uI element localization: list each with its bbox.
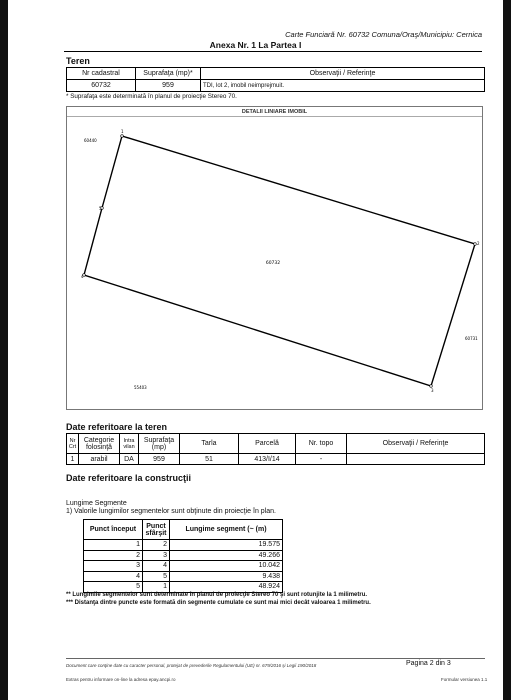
vertex-1 bbox=[121, 135, 124, 138]
cell-categorie: arabil bbox=[79, 454, 120, 465]
segment-end: 2 bbox=[143, 540, 170, 551]
segment-start: 2 bbox=[84, 550, 143, 561]
col-suprafata-mp: Suprafaţa (mp) bbox=[139, 434, 180, 454]
teren-title: Teren bbox=[66, 56, 90, 66]
cell-parcela: 413/I/14 bbox=[239, 454, 296, 465]
teren-details-table bbox=[66, 433, 485, 465]
segment-length: 19.575 bbox=[170, 540, 283, 551]
annex-title: Anexa Nr. 1 La Partea I bbox=[209, 40, 302, 50]
footer-extract: Extras pentru informare on-line la adresa epay.ancpi.ro bbox=[66, 677, 176, 682]
drawing-panel bbox=[66, 106, 483, 410]
cell-observatii-ref bbox=[347, 454, 485, 465]
segment-start: 3 bbox=[84, 561, 143, 572]
point-label-1: 1 bbox=[121, 129, 124, 134]
segment-row bbox=[84, 582, 283, 593]
footer-version: Formular versiunea 1.1 bbox=[441, 677, 488, 682]
segment-row bbox=[84, 540, 283, 551]
col-observatii-ref: Observaţii / Referinţe bbox=[347, 434, 485, 454]
segment-row bbox=[84, 561, 283, 572]
cell-intravilan: DA bbox=[120, 454, 139, 465]
vertex-2 bbox=[474, 243, 477, 246]
teren-footnote: * Suprafaţa este determinată în planul de proiecţie Stereo 70. bbox=[66, 93, 237, 100]
point-label-3: 3 bbox=[431, 388, 434, 393]
parcel-drawing bbox=[67, 107, 482, 409]
segment-length: 10.042 bbox=[170, 561, 283, 572]
segment-row bbox=[84, 571, 283, 582]
segments-subtitle: 1) Valorile lungimilor segmentelor sunt obţinute din proiecţie în plan. bbox=[66, 508, 276, 515]
teren-table bbox=[66, 67, 485, 92]
segment-row bbox=[84, 550, 283, 561]
col-nr-cadastral: Nr cadastral bbox=[67, 68, 136, 80]
col-punct-sfarsit: Punct sfârşit bbox=[143, 520, 170, 540]
col-categorie: Categorie folosinţă bbox=[79, 434, 120, 454]
parcel-label: 60732 bbox=[265, 261, 281, 266]
segment-length: 49.266 bbox=[170, 550, 283, 561]
segments-table bbox=[83, 519, 283, 593]
col-observatii: Observaţii / Referinţe bbox=[201, 68, 485, 80]
vertex-3 bbox=[430, 385, 433, 388]
col-intravilan: Intra vilan bbox=[120, 434, 139, 454]
cell-nr-cadastral: 60732 bbox=[67, 80, 136, 92]
segment-length: 9.438 bbox=[170, 571, 283, 582]
col-tarla: Tarla bbox=[180, 434, 239, 454]
cell-nr-crt: 1 bbox=[67, 454, 79, 465]
footer-divider bbox=[66, 658, 485, 659]
cell-tarla: 51 bbox=[180, 454, 239, 465]
cell-nr-topo: - bbox=[296, 454, 347, 465]
document-page bbox=[8, 0, 503, 700]
segment-length: 48.924 bbox=[170, 582, 283, 593]
footer-legal: Document care conţine date cu caracter personal, protejat de prevederile Regulamentului (UE) nr. 679/2016 şi Legii 190/2018 bbox=[66, 663, 317, 668]
col-nr-crt: Nr Crt bbox=[67, 434, 79, 454]
col-parcela: Parcelă bbox=[239, 434, 296, 454]
cf-header: Carte Funciară Nr. 60732 Comuna/Oraş/Municipiu: Cernica bbox=[285, 30, 482, 39]
segment-end: 3 bbox=[143, 550, 170, 561]
neighbor-label-55403: 55403 bbox=[134, 385, 147, 390]
neighbor-label-60440: 60440 bbox=[84, 138, 97, 143]
col-suprafata: Suprafaţa (mp)* bbox=[136, 68, 201, 80]
constructii-title: Date referitoare la construcţii bbox=[66, 473, 192, 483]
cell-suprafata: 959 bbox=[136, 80, 201, 92]
col-punct-inceput: Punct început bbox=[84, 520, 143, 540]
cell-suprafata-mp: 959 bbox=[139, 454, 180, 465]
teren-details-title: Date referitoare la teren bbox=[66, 422, 168, 432]
drawing-title: DETALII LINIARE IMOBIL bbox=[67, 108, 482, 117]
neighbor-label-60731: 60731 bbox=[465, 336, 478, 341]
footer-page-number: Pagina 2 din 3 bbox=[406, 660, 451, 667]
col-nr-topo: Nr. topo bbox=[296, 434, 347, 454]
point-label-2: 2 bbox=[477, 241, 480, 246]
segments-note-2: *** Distanţa dintre puncte este formată din segmente cumulate ce sunt mai mici decât valoarea 1 milimetru. bbox=[66, 600, 371, 606]
segment-end: 1 bbox=[143, 582, 170, 593]
header-divider bbox=[64, 51, 482, 52]
col-lungime: Lungime segment (~ (m) bbox=[170, 520, 283, 540]
segment-start: 5 bbox=[84, 582, 143, 593]
segments-note-1: ** Lungimile segmentelor sunt determinate în planul de proiecţie Stereo 70 şi sunt rotunjite la 1 milimetru. bbox=[66, 592, 368, 598]
point-label-4: 4 bbox=[81, 274, 84, 279]
segment-end: 4 bbox=[143, 561, 170, 572]
point-label-5: 5 bbox=[99, 206, 102, 211]
segment-end: 5 bbox=[143, 571, 170, 582]
cell-observatii: TDI, lot 2, imobil neimprejmuit. bbox=[201, 80, 485, 92]
segments-title: Lungime Segmente bbox=[66, 500, 127, 507]
segment-start: 1 bbox=[84, 540, 143, 551]
segment-start: 4 bbox=[84, 571, 143, 582]
